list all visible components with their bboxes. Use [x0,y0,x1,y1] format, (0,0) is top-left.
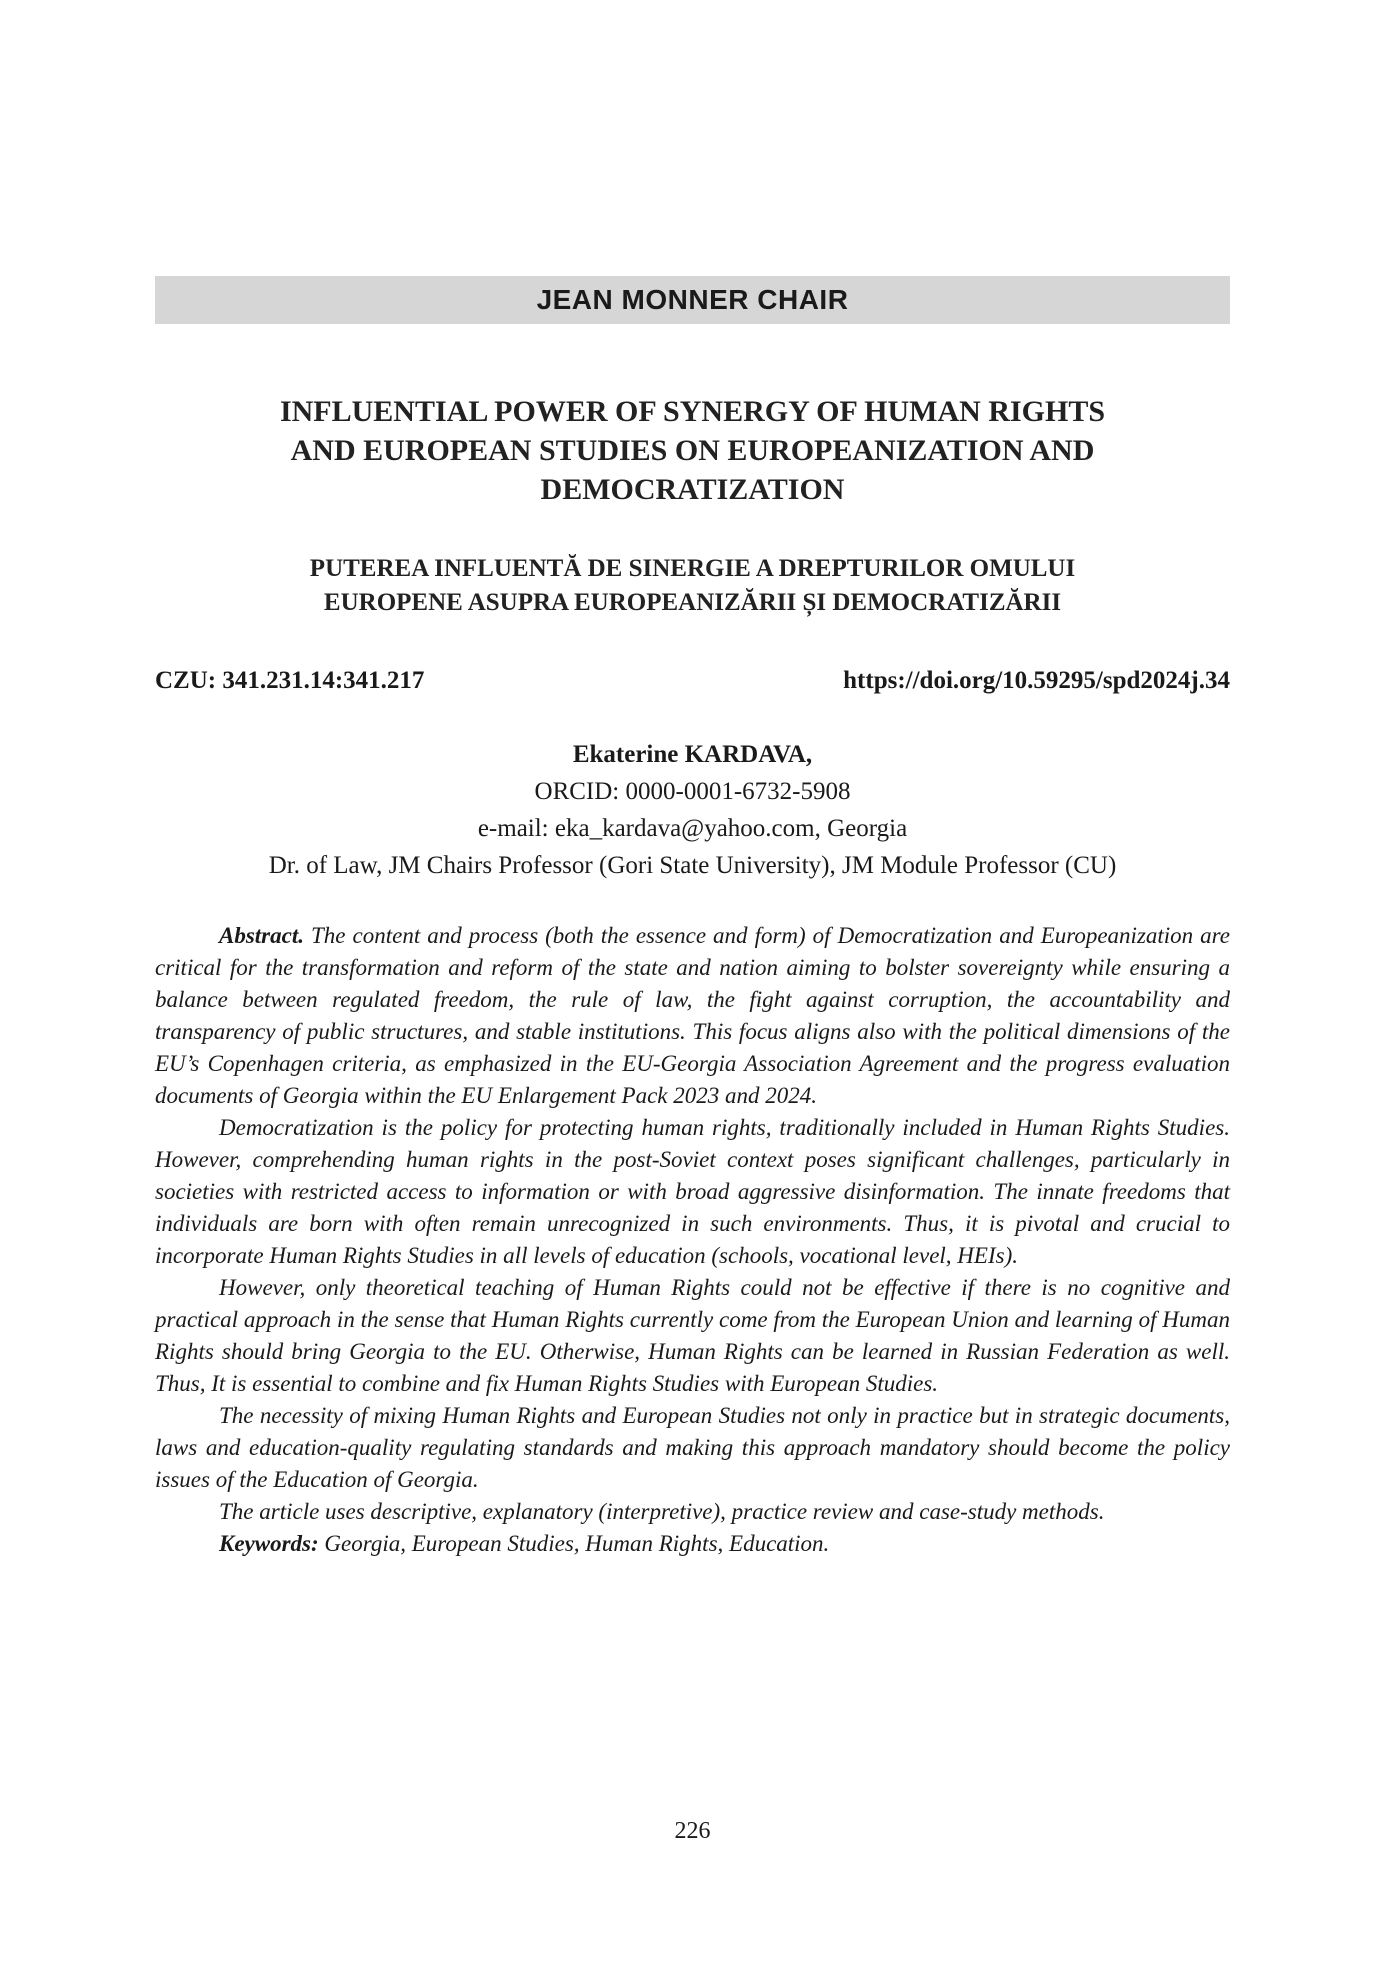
czu-code: CZU: 341.231.14:341.217 [155,667,425,694]
article-title-romanian-line: PUTEREA INFLUENTĂ DE SINERGIE A DREPTURILOR OMULUI [309,555,1076,582]
article-title-line: AND EUROPEAN STUDIES ON EUROPEANIZATION AND [290,434,1095,467]
doi-link[interactable]: https://doi.org/10.59295/spd2024j.34 [843,667,1230,694]
author-affiliation: Dr. of Law, JM Chairs Professor (Gori State University), JM Module Professor (CU) [268,852,1117,879]
article-title-romanian-line: EUROPENE ASUPRA EUROPEANIZĂRII ȘI DEMOCRATIZĂRII [323,589,1062,616]
keywords-label: Keywords: [219,1531,319,1556]
keywords-paragraph [155,1528,1230,1560]
author-orcid: ORCID: 0000-0001-6732-5908 [534,778,851,805]
section-header-bar [155,276,1230,324]
abstract-label: Abstract. [219,923,304,948]
author-name: Ekaterine KARDAVA, [572,741,813,768]
keywords-text: Georgia, European Studies, Human Rights, Education. [324,1531,830,1556]
abstract-paragraph: However, only theoretical teaching of Human Rights could not be effective if there is no cognitive and practical approach in the sense that Human Rights currently come from the European Union and learning of Human Rights should bring Georgia to the EU. Otherwise, Human Rights can be learned in Russian Federation as well. Thus, It is essential to combine and fix Human Rights Studies with European Studies. [155,1275,1230,1396]
author-email: e-mail: eka_kardava@yahoo.com, Georgia [477,815,908,842]
abstract-text: The content and process (both the essence and form) of Democratization and Europeanization are critical for the transformation and reform of the state and nation aiming to bolster sovereignty while ensuring a balance between regulated freedom, the rule of law, the fight against corruption, the accountability and transparency of public structures, and stable institutions. This focus aligns also with the political dimensions of the EU’s Copenhagen criteria, as emphasized in the EU-Georgia Association Agreement and the progress evaluation documents of Georgia within the EU Enlargement Pack 2023 and 2024. [155,923,1230,1108]
article-title-romanian [155,552,1230,620]
abstract-paragraph: Democratization is the policy for protecting human rights, traditionally included in Human Rights Studies. However, comprehending human rights in the post-Soviet context poses significant challenges, particularly in societies with restricted access to information or with broad aggressive disinformation. The innate freedoms that individuals are born with often remain unrecognized in such environments. Thus, it is pivotal and crucial to incorporate Human Rights Studies in all levels of education (schools, vocational level, HEIs). [155,1115,1230,1268]
article-title [155,392,1230,509]
article-title-line: INFLUENTIAL POWER OF SYNERGY OF HUMAN RIGHTS [279,395,1106,428]
page-number: 226 [674,1818,711,1844]
abstract-paragraph [155,920,1230,1112]
abstract [155,920,1230,1560]
abstract-paragraph: The article uses descriptive, explanatory (interpretive), practice review and case-study methods. [219,1499,1105,1524]
identifiers-row [155,664,1230,698]
section-label: JEAN MONNER CHAIR [536,284,849,315]
article-title-line: DEMOCRATIZATION [540,473,845,506]
author-block [155,736,1230,884]
abstract-paragraph: The necessity of mixing Human Rights and European Studies not only in practice but in strategic documents, laws and education-quality regulating standards and making this approach mandatory should become the policy issues of the Education of Georgia. [155,1403,1230,1492]
